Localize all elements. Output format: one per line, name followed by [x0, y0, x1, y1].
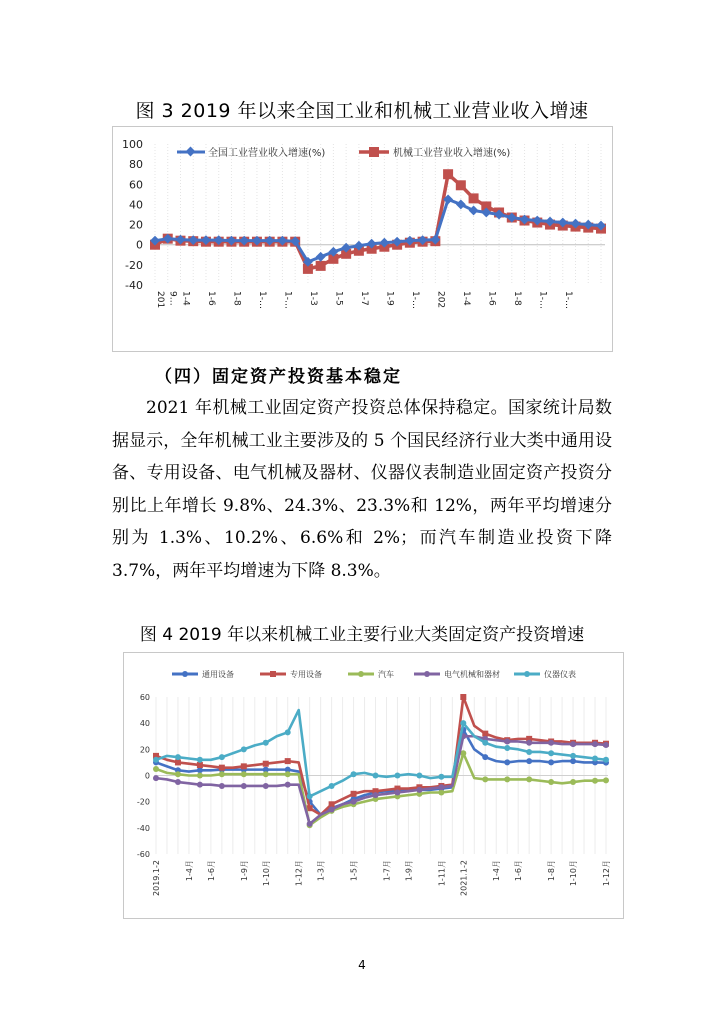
series-zhuanyong-point [482, 731, 488, 737]
series-qiche-point [504, 776, 510, 782]
series-dianqi-point [373, 792, 379, 798]
legend-label: 专用设备 [290, 670, 322, 679]
figure-4-svg [124, 653, 623, 918]
x-tick-label: 1-… [282, 291, 293, 309]
data-point-national [316, 252, 326, 262]
series-yiqi-point [570, 753, 576, 759]
series-tongyong-point [548, 759, 554, 765]
x-tick-label: 1-7月 [382, 860, 392, 882]
series-qiche-point [175, 771, 181, 777]
series-dianqi-point [504, 738, 510, 744]
data-point-machinery [443, 169, 453, 179]
legend-item [348, 669, 394, 679]
series-qiche-point [219, 771, 225, 777]
x-tick-label: 1-… [537, 291, 548, 309]
series-yiqi-point [219, 754, 225, 760]
y-tick-label: 60 [139, 693, 150, 702]
x-tick-label: 1-4 [180, 291, 191, 306]
series-qiche-point [482, 776, 488, 782]
y-tick-label: 20 [129, 218, 143, 232]
x-tick-label: 1-6月 [514, 860, 524, 882]
series-tongyong-point [570, 758, 576, 764]
x-tick-label: 1-8 [511, 291, 522, 306]
series-qiche-point [285, 771, 291, 777]
body-text [112, 392, 612, 587]
x-tick-label: 1-9月 [404, 860, 414, 882]
legend-item [414, 669, 500, 679]
x-tick-label: 1-4月 [492, 860, 502, 882]
legend-label: 电气机械和器材 [444, 670, 500, 679]
x-tick-label: 1-4 [460, 291, 471, 306]
series-dianqi-point [416, 787, 422, 793]
series-qiche-point [241, 771, 247, 777]
x-tick-label: 1-… [256, 291, 267, 309]
y-tick-label: 100 [122, 138, 143, 151]
series-zhuanyong-point [241, 763, 247, 769]
figure-3-svg [113, 127, 612, 351]
series-qiche-point [263, 771, 269, 777]
x-tick-label: 1-7 [358, 291, 369, 306]
series-dianqi-point [526, 740, 532, 746]
y-tick-label: 60 [129, 178, 143, 192]
series-dianqi-point [307, 821, 313, 827]
legend-item [172, 669, 234, 679]
series-yiqi-point [416, 773, 422, 779]
x-tick-label: 2021.1-2 [459, 860, 469, 896]
series-yiqi-point [460, 720, 466, 726]
legend-item-machinery [359, 146, 510, 159]
data-point-national [456, 199, 466, 209]
figure-4-legend [172, 669, 576, 679]
x-tick-label: 1-… [562, 291, 573, 309]
y-tick-label: -20 [125, 258, 143, 272]
series-zhuanyong-point [351, 791, 357, 797]
body-paragraph: 2021 年机械工业固定资产投资总体保持稳定。国家统计局数据显示，全年机械工业主要涉及的 5 个国民经济行业大类中通用设备、专用设备、电气机械及器材、仪器仪表制造业固定资产投资分别比上年增长 9.8%、24.3%、23.3%和 12%，两年平均增速分别为 1.3%、10.2%、6.6%和 2%；而汽车制造业投资下降 3.7%，两年平均增速为下降 8.3%。 [112, 398, 612, 581]
x-tick-label: 1-… [409, 291, 420, 309]
series-zhuanyong-point [460, 694, 466, 700]
x-tick-label: 1-5月 [349, 860, 359, 882]
x-tick-label: 1-4月 [184, 860, 194, 882]
series-zhuanyong-point [219, 765, 225, 771]
legend-marker [270, 671, 276, 677]
series-qiche-point [438, 790, 444, 796]
y-tick-label: 0 [136, 238, 143, 252]
series-dianqi-point [570, 741, 576, 747]
series-qiche-point [570, 779, 576, 785]
x-tick-label: 1-6 [205, 291, 216, 306]
series-qiche-point [197, 773, 203, 779]
series-dianqi-point [175, 779, 181, 785]
x-tick-label: 1-11月 [437, 860, 447, 887]
series-qiche-point [592, 778, 598, 784]
x-tick-label: 1-9月 [239, 860, 249, 882]
series-yiqi-point [351, 771, 357, 777]
y-tick-label: -20 [136, 797, 150, 807]
x-tick-label: 1-10月 [569, 860, 579, 887]
series-yiqi-point [592, 755, 598, 761]
series-yiqi-point [373, 773, 379, 779]
series-yiqi-point [329, 783, 335, 789]
series-yiqi-point [548, 750, 554, 756]
legend-label-machinery: 机械工业营业收入增速(%) [393, 148, 511, 159]
series-dianqi-point [592, 741, 598, 747]
series-yiqi-point [263, 740, 269, 746]
page-number: 4 [358, 958, 366, 972]
series-yiqi-point [482, 740, 488, 746]
series-line-national [155, 199, 601, 261]
series-yiqi-point [526, 749, 532, 755]
series-yiqi-point [307, 793, 313, 799]
series-zhuanyong-point [329, 801, 335, 807]
x-tick-label: 1-12月 [602, 860, 611, 887]
series-qiche-point [603, 777, 609, 783]
series-yiqi-point [394, 773, 400, 779]
legend-marker [424, 671, 430, 677]
series-dianqi-point [153, 775, 159, 781]
series-tongyong-point [197, 767, 203, 773]
y-tick-label: -40 [136, 823, 150, 833]
series-yiqi-point [285, 729, 291, 735]
x-tick-label: 1-3 [307, 291, 318, 306]
series-zhuanyong-point [197, 762, 203, 768]
series-yiqi-point [153, 757, 159, 763]
x-tick-label: 1-8月 [547, 860, 557, 882]
series-dianqi-point [263, 783, 269, 789]
series-yiqi-point [438, 774, 444, 780]
x-tick-label: 1-3月 [316, 860, 326, 882]
legend-marker [524, 671, 530, 677]
legend-marker [358, 671, 364, 677]
x-tick-label: 1-5 [333, 291, 344, 306]
series-tongyong-point [504, 759, 510, 765]
series-yiqi-point [197, 757, 203, 763]
series-yiqi-point [241, 746, 247, 752]
x-tick-label: 1-6 [486, 291, 497, 306]
series-dianqi-point [197, 782, 203, 788]
series-qiche-point [548, 779, 554, 785]
y-tick-label: -60 [136, 850, 150, 859]
legend-label: 仪器仪表 [544, 670, 576, 679]
series-tongyong-point [526, 758, 532, 764]
series-dianqi-point [438, 784, 444, 790]
figure-4-title: 图 4 2019 年以来机械工业主要行业大类固定资产投资增速 [139, 625, 585, 645]
figure-3-title: 图 3 2019 年以来全国工业和机械工业营业收入增速 [135, 100, 589, 122]
series-qiche-point [153, 766, 159, 772]
series-dianqi-point [329, 807, 335, 813]
data-point-national [469, 206, 479, 216]
series-dianqi-point [394, 790, 400, 796]
x-tick-label: 2019.1-2 [152, 860, 161, 896]
x-tick-label: 1-9 [384, 291, 395, 306]
y-tick-label: -40 [125, 279, 143, 292]
figure-4-chart [123, 652, 624, 919]
y-tick-label: 0 [144, 771, 150, 781]
legend-marker [182, 671, 188, 677]
series-dianqi-point [241, 783, 247, 789]
figure-3-legend [177, 146, 510, 159]
series-zhuanyong-point [285, 758, 291, 764]
series-zhuanyong-point [175, 759, 181, 765]
x-tick-label: 1-6月 [206, 860, 216, 882]
data-point-machinery [456, 180, 466, 190]
series-yiqi-point [603, 757, 609, 763]
series-yiqi-point [504, 745, 510, 751]
series-tongyong-point [482, 754, 488, 760]
x-tick-label: 1-8 [231, 291, 242, 306]
series-zhuanyong-point [263, 761, 269, 767]
x-tick-label: 1-12月 [294, 860, 304, 887]
y-tick-label: 20 [139, 745, 150, 755]
legend-item [514, 669, 576, 679]
y-tick-label: 40 [129, 198, 143, 212]
series-yiqi-point [175, 754, 181, 760]
series-dianqi-point [219, 783, 225, 789]
legend-label: 汽车 [378, 670, 394, 679]
y-tick-label: 80 [129, 158, 143, 172]
x-tick-label: 9… [167, 291, 178, 306]
figure-3-chart [112, 126, 613, 352]
series-dianqi-point [548, 740, 554, 746]
section-heading: （四）固定资产投资基本稳定 [155, 367, 402, 387]
series-dianqi-point [351, 799, 357, 805]
series-qiche-point [526, 776, 532, 782]
legend-label: 通用设备 [202, 670, 234, 679]
data-point-machinery [469, 193, 479, 203]
series-dianqi-point [603, 742, 609, 748]
series-dianqi-point [285, 782, 291, 788]
x-tick-label: 1-10月 [261, 860, 271, 887]
x-tick-label: 202 [435, 291, 446, 309]
x-tick-label: 201 [155, 291, 165, 309]
data-point-machinery [316, 261, 326, 271]
y-tick-label: 40 [139, 719, 150, 729]
legend-label-national: 全国工业营业收入增速(%) [208, 148, 326, 159]
legend-item-national [177, 146, 325, 159]
legend-item [260, 669, 322, 679]
